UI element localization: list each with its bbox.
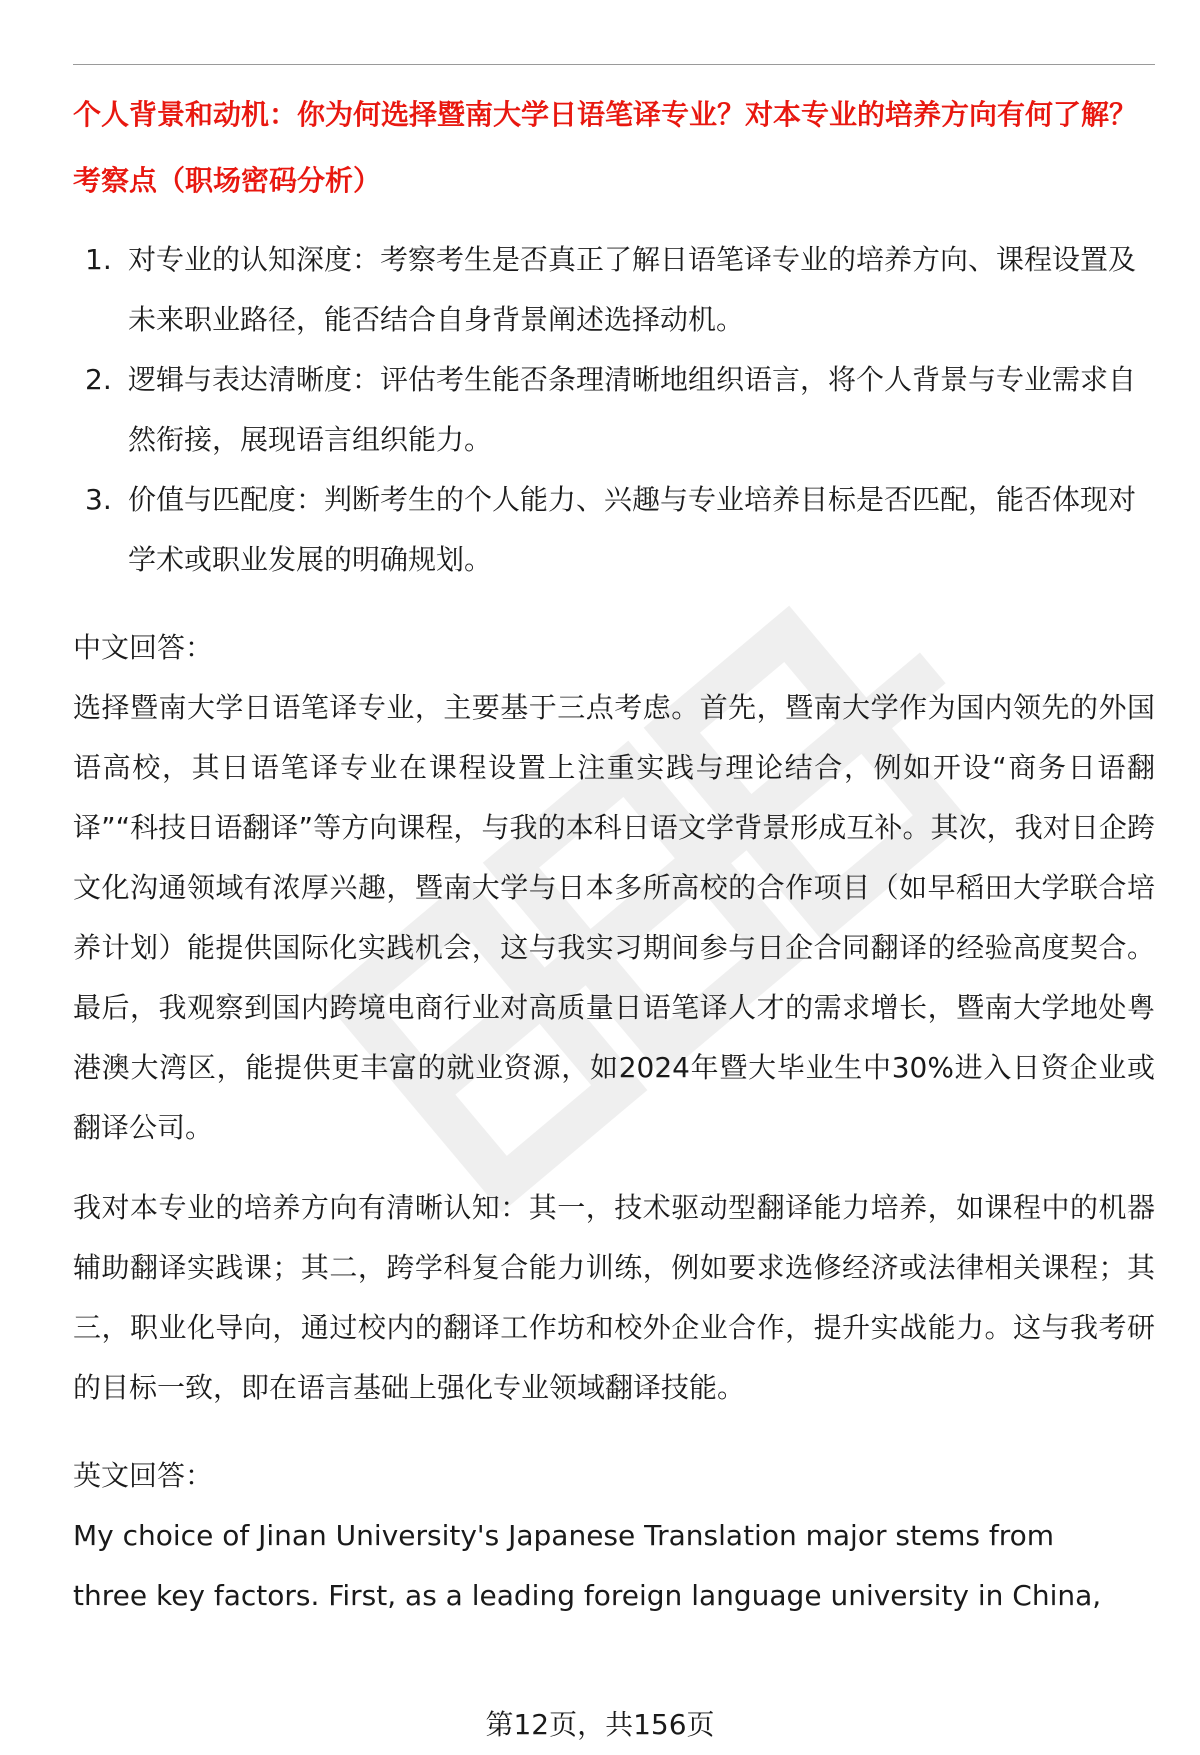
page-number-footer: 第12页，共156页 [485,1708,715,1741]
english-answer-label: 英文回答： [73,1459,214,1492]
english-answer-line-1: My choice of Jinan University's Japanese Translation major stems from [73,1519,1055,1552]
list-item-text: 逻辑与表达清晰度：评估考生能否条理清晰地组织语言，将个人背景与专业需求自然衔接，展现语言组织能力。 [128,363,1137,456]
chinese-answer-paragraph-1: 选择暨南大学日语笔译专业，主要基于三点考虑。首先，暨南大学作为国内领先的外国语高校，其日语笔译专业在课程设置上注重实践与理论结合，例如开设“商务日语翻译”“科技日语翻译”等方向课程，与我的本科日语文学背景形成互补。其次，我对日企跨文化沟通领域有浓厚兴趣，暨南大学与日本多所高校的合作项目（如早稻田大学联合培养计划）能提供国际化实践机会，这与我实习期间参与日企合同翻译的经验高度契合。最后，我观察到国内跨境电商行业对高质量日语笔译人才的需求增长，暨南大学地处粤港澳大湾区，能提供更丰富的就业资源，如2024年暨大毕业生中30%进入日资企业或翻译公司。 [73,691,1155,1144]
top-divider [73,64,1155,65]
list-item-number: 3. [85,483,112,516]
chinese-answer-label: 中文回答： [73,631,214,664]
list-item [73,470,1155,590]
list-item [73,350,1155,470]
list-item-number: 1. [85,243,112,276]
question-heading: 个人背景和动机：你为何选择暨南大学日语笔译专业？对本专业的培养方向有何了解？ [73,98,1138,131]
focus-points-list [73,230,1155,590]
list-item [73,230,1155,350]
list-item-text: 价值与匹配度：判断考生的个人能力、兴趣与专业培养目标是否匹配，能否体现对学术或职业发展的明确规划。 [128,483,1137,576]
page-content [73,94,1155,1626]
list-item-number: 2. [85,363,112,396]
chinese-answer-paragraph-2: 我对本专业的培养方向有清晰认知：其一，技术驱动型翻译能力培养，如课程中的机器辅助翻译实践课；其二，跨学科复合能力训练，例如要求选修经济或法律相关课程；其三，职业化导向，通过校内的翻译工作坊和校外企业合作，提升实战能力。这与我考研的目标一致，即在语言基础上强化专业领域翻译技能。 [73,1191,1155,1404]
list-item-text: 对专业的认知深度：考察考生是否真正了解日语笔译专业的培养方向、课程设置及未来职业路径，能否结合自身背景阐述选择动机。 [128,243,1137,336]
english-answer-line-2: three key factors. First, as a leading foreign language university in China, [73,1579,1102,1612]
focus-heading: 考察点（职场密码分析） [73,164,382,197]
